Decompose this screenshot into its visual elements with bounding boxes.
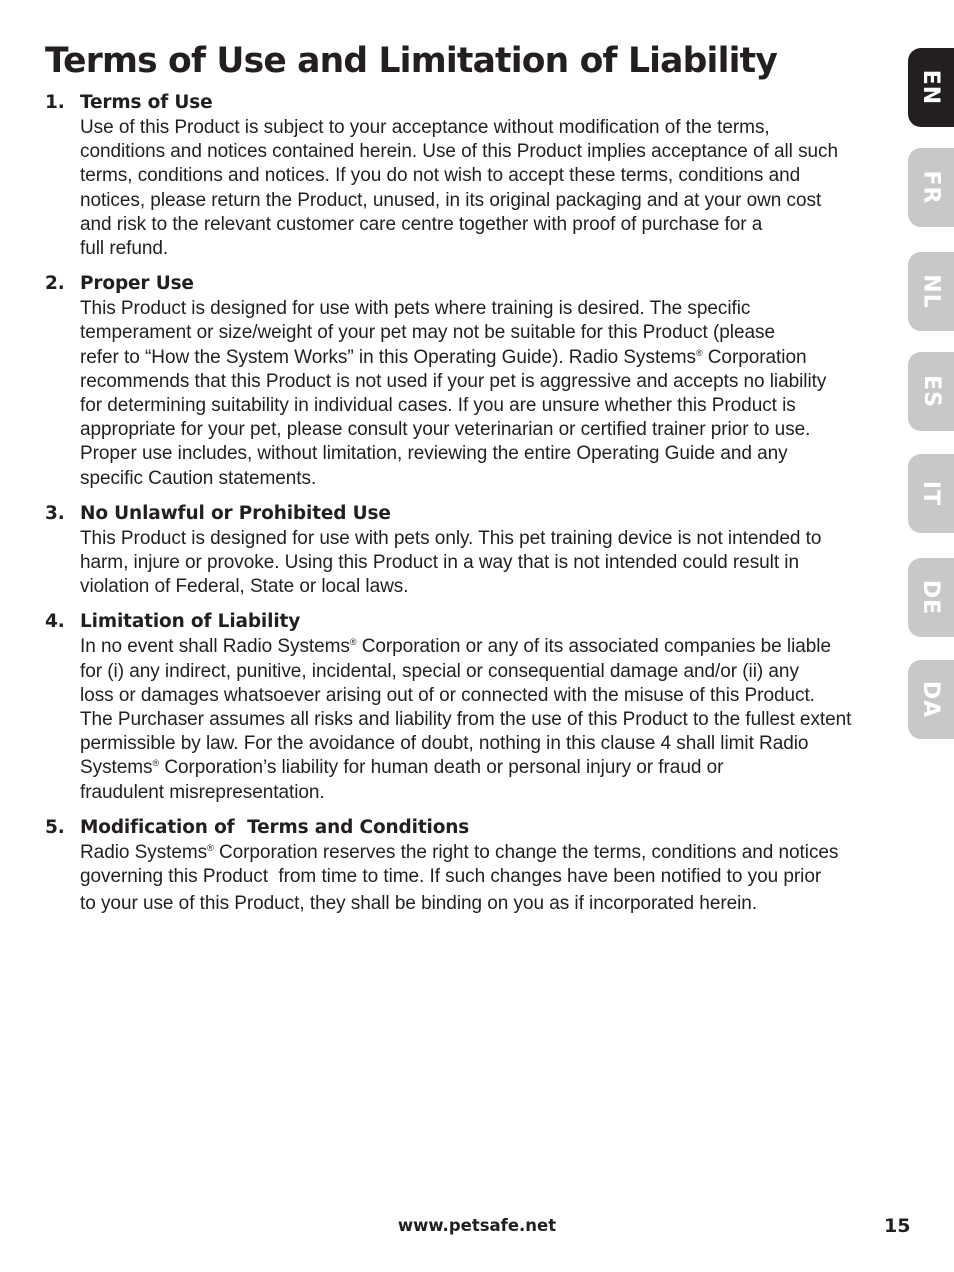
language-tab-label: EN — [918, 69, 944, 106]
line-text: and risk to the relevant customer care centre together with proof of purchase for a — [80, 213, 763, 235]
line-text: fraudulent misrepresentation. — [80, 781, 325, 803]
line-text: In no event shall Radio Systems — [80, 636, 350, 658]
body-line — [80, 116, 875, 140]
body-line — [80, 213, 875, 237]
section-number: 1. — [45, 92, 65, 113]
footer-url-link[interactable]: www.petsafe.net — [397, 1216, 557, 1235]
terms-section — [45, 501, 875, 600]
registered-mark: ® — [152, 758, 160, 769]
section-title: Modification of Terms and Conditions — [80, 816, 470, 838]
line-text-continued: Corporation — [702, 346, 807, 368]
line-text: temperament or size/weight of your pet may not be suitable for this Product (please — [80, 322, 775, 344]
section-title: Terms of Use — [80, 92, 213, 113]
body-line — [80, 551, 875, 575]
section-number: 4. — [45, 611, 65, 633]
body-line — [80, 418, 875, 442]
section-title: Limitation of Liability — [80, 611, 301, 633]
body-line — [80, 467, 875, 491]
line-text: permissible by law. For the avoidance of doubt, nothing in this clause 4 shall limit Radio — [80, 733, 809, 755]
body-line — [80, 841, 875, 865]
line-text: Use of this Product is subject to your acceptance without modification of the terms, — [80, 117, 770, 138]
terms-section — [45, 609, 875, 804]
section-heading — [45, 90, 875, 116]
language-tab-es[interactable] — [908, 352, 954, 431]
line-text: appropriate for your pet, please consult your veterinarian or certified trainer prior to use. — [80, 419, 811, 441]
section-body — [80, 116, 875, 261]
body-line — [80, 684, 875, 708]
language-tab-label: NL — [918, 274, 944, 309]
terms-section — [45, 90, 875, 261]
section-heading — [45, 501, 875, 527]
line-text-continued: Corporation reserves the right to change the terms, conditions and notices — [213, 841, 839, 863]
line-text: notices, please return the Product, unused, in its original packaging and at your own cost — [80, 189, 822, 211]
section-body — [80, 841, 875, 917]
section-title: No Unlawful or Prohibited Use — [80, 502, 391, 524]
body-line — [80, 635, 875, 659]
language-tab-it[interactable] — [908, 454, 954, 533]
registered-mark: ® — [207, 842, 214, 853]
line-text: specific Caution statements. — [80, 467, 317, 489]
language-tab-en[interactable] — [908, 48, 954, 127]
body-line — [80, 394, 875, 418]
section-heading — [45, 609, 875, 635]
body-line — [80, 756, 875, 780]
body-line — [80, 892, 875, 916]
body-line — [80, 297, 875, 321]
line-text: Systems — [80, 757, 153, 779]
language-tab-nl[interactable] — [908, 252, 954, 331]
body-line — [80, 732, 875, 756]
terms-section — [45, 815, 875, 917]
registered-mark: ® — [695, 347, 703, 358]
line-text-continued: Corporation or any of its associated companies be liable — [356, 636, 831, 658]
page-title: Terms of Use and Limitation of Liability — [45, 41, 778, 81]
body-line — [80, 140, 875, 164]
section-body — [80, 527, 875, 600]
body-line — [80, 164, 875, 188]
line-text: This Product is designed for use with pets where training is desired. The specific — [80, 298, 751, 320]
section-number: 5. — [45, 816, 65, 838]
body-line — [80, 346, 875, 370]
body-line — [80, 442, 875, 466]
section-body — [80, 297, 875, 491]
body-line — [80, 575, 875, 599]
line-text: The Purchaser assumes all risks and liability from the use of this Product to the fullest extent — [80, 709, 852, 731]
section-body — [80, 635, 875, 804]
line-text: governing this Product from time to time. If such changes have been notified to you prior — [80, 866, 822, 888]
language-tab-de[interactable] — [908, 558, 954, 637]
line-text: terms, conditions and notices. If you do not wish to accept these terms, conditions and — [80, 165, 801, 187]
body-line — [80, 865, 875, 889]
line-text-continued: Corporation’s liability for human death or personal injury or fraud or — [159, 757, 724, 779]
body-line — [80, 527, 875, 551]
line-text: recommends that this Product is not used if your pet is aggressive and accepts no liability — [80, 370, 827, 392]
line-text: loss or damages whatsoever arising out of or connected with the misuse of this Product. — [80, 684, 815, 706]
line-text: refer to “How the System Works” in this Operating Guide). Radio Systems — [80, 346, 696, 368]
body-line — [80, 660, 875, 684]
registered-mark: ® — [349, 637, 357, 648]
line-text: to your use of this Product, they shall be binding on you as if incorporated herein. — [80, 893, 758, 915]
body-line — [80, 237, 875, 261]
language-tab-da[interactable] — [908, 660, 954, 739]
body-line — [80, 781, 875, 805]
body-line — [80, 708, 875, 732]
section-number: 2. — [45, 273, 65, 295]
language-tab-label: DE — [918, 579, 944, 616]
language-tab-label: IT — [918, 480, 944, 507]
line-text: This Product is designed for use with pets only. This pet training device is not intended to — [80, 527, 822, 549]
body-line — [80, 321, 875, 345]
body-line — [80, 189, 875, 213]
line-text: for (i) any indirect, punitive, incidental, special or consequential damage and/or (ii) any — [80, 660, 799, 682]
language-tab-label: DA — [918, 680, 944, 719]
language-tab-label: FR — [918, 170, 944, 205]
body-line — [80, 370, 875, 394]
line-text: violation of Federal, State or local laws. — [80, 576, 409, 598]
language-tab-label: ES — [918, 375, 944, 408]
line-text: for determining suitability in individual cases. If you are unsure whether this Product is — [80, 395, 796, 417]
language-tab-fr[interactable] — [908, 148, 954, 227]
section-heading — [45, 271, 875, 297]
line-text: harm, injure or provoke. Using this Product in a way that is not intended could result in — [80, 552, 799, 574]
section-title: Proper Use — [80, 273, 194, 295]
terms-sections — [45, 90, 875, 926]
line-text: Proper use includes, without limitation, reviewing the entire Operating Guide and any — [80, 443, 788, 465]
section-heading — [45, 815, 875, 841]
line-text: full refund. — [80, 238, 169, 260]
terms-section — [45, 271, 875, 491]
line-text: conditions and notices contained herein. Use of this Product implies acceptance of all such — [80, 141, 839, 163]
page-number: 15 — [884, 1215, 911, 1237]
line-text: Radio Systems — [80, 841, 208, 863]
section-number: 3. — [45, 502, 65, 524]
